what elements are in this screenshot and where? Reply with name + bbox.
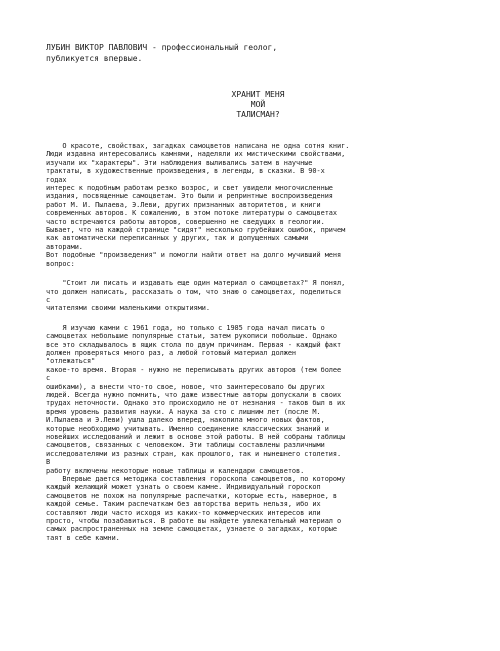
body-paragraph: "Стоит ли писать и издавать еще один материал о самоцветах?" Я понял, что должен написать, рассказать о том, что знаю о самоцветах, поделиться с читателями своими маленькими открытиями. <box>46 279 346 313</box>
article-title: ХРАНИТ МЕНЯ МОЙ ТАЛИСМАН? <box>231 90 285 119</box>
body-paragraph: Я изучаю камни с 1961 года, но только с 1985 года начал писать о самоцветах небольшие популярные статьи, затем рукописи побольше. Однако все это складывалось в ящик стола по двум причинам. Первая - каждый факт должен проверяться много раз, а любой готовый материал должен "отлежаться" какое-то время. Вторая - нужно не переписывать других авторов (тем более с ошибками), а внести что-то свое, новое, что заинтересовало бы других людей. Всегда нужно помнить, что даже известные авторы допускали в своих трудах неточности. Однако это происходило не от незнания - таков был в их время уровень развития науки. А наука за сто с лишним лет (после М. И.Пылаева и Э.Леви) ушла далеко вперед, накопила много новых фактов, которые необходимо учитывать. Именно соединение классических знаний и новейших исследований и лежит в основе этой работы. В ней собраны таблицы самоцветов, связанных с человеком. Эти таблицы составлены различными исследователями из разных стран, как прошлого, так и нынешнего столетия. В работу включены некоторые новые таблицы и календари самоцветов. <box>46 323 346 475</box>
author-note: ЛУБИН ВИКТОР ПАВЛОВИЧ - профессиональный геолог, публикуется впервые. <box>46 43 278 63</box>
body-paragraph: Впервые дается методика составления гороскопа самоцветов, по которому каждый желающий может узнать о своем камне. Индивидуальный гороскоп самоцветов не похож на популярные распечатки, которые есть, наверное, в каждой семье. Таким распечаткам без авторства верить нельзя, ибо их составляют люди часто исходя из каких-то коммерческих интересов или просто, чтобы позабавиться. В работе вы найдете увлекательный материал о самых распространенных на земле самоцветах, узнаете о загадках, которые таят в себе камни. <box>46 475 346 542</box>
body-paragraph: О красоте, свойствах, загадках самоцветов написана не одна сотня книг. Люди издавна интересовались камнями, наделяли их мистическими свойствами, изучали их "характеры". Эти наблюдения выливались затем в научные трактаты, в художественные произведения, в легенды, в сказки. В 90-х годах интерес к подобным работам резко возрос, и свет увидели многочисленные издания, посвященные самоцветам. Это были и репринтные воспроизведения работ М. И. Пылаева, Э.Леви, других признанных авторитетов, и книги современных авторов. К сожалению, в этом потоке литературы о самоцветах часто встречаются работы авторов, совершенно не сведущих в геологии. Бывает, что на каждой странице "сидят" несколько грубейших ошибок, причем как автоматически переписанных у других, так и допущенных самыми авторами. Вот подобные "произведения" и помогли найти ответ на долго мучивший меня вопрос: <box>46 142 350 268</box>
